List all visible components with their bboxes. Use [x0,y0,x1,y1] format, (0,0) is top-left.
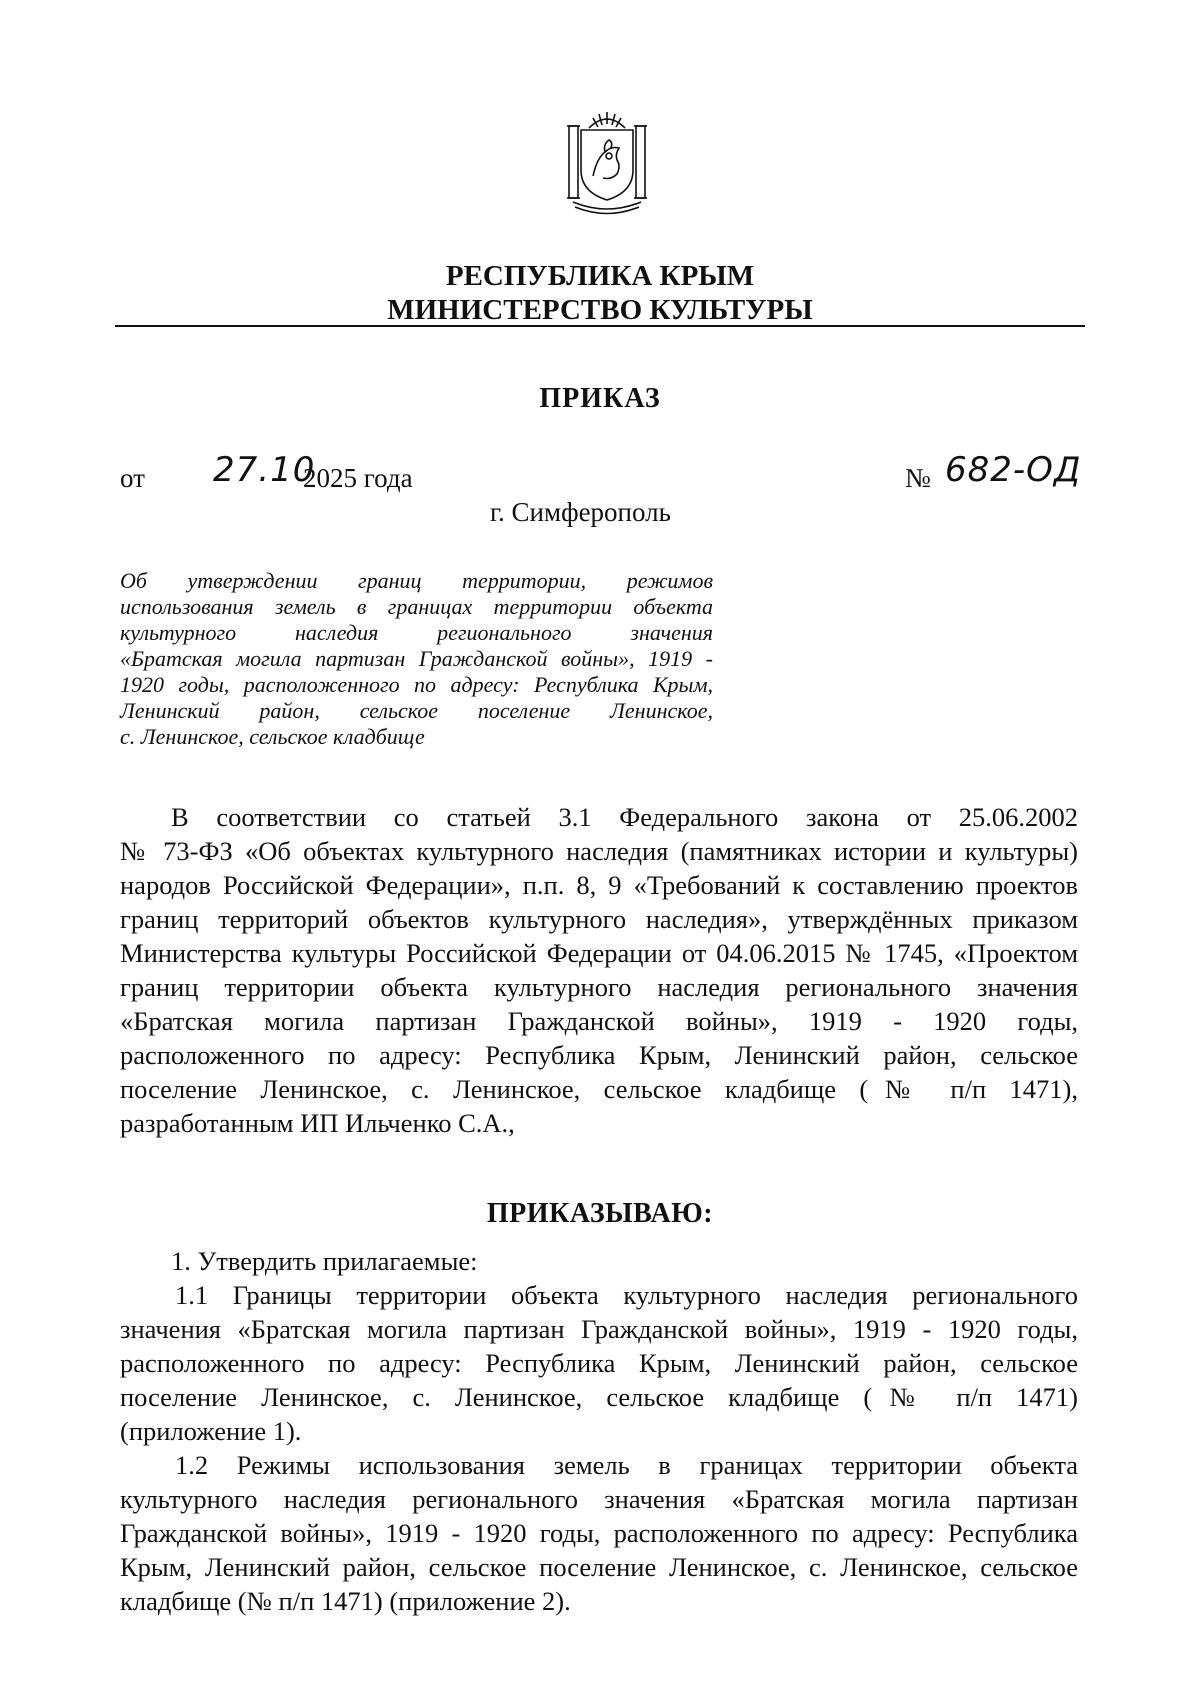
date-prefix: от [120,463,145,493]
preamble-line: поселение Ленинское, с. Ленинское, сельское кладбище (№ п/п 1471), [120,1074,1078,1104]
item-line: 1.1 Границы территории объекта культурного наследия регионального [175,1280,1078,1310]
item-line: Крым, Ленинский район, сельское поселение Ленинское, с. Ленинское, сельское [120,1552,1078,1582]
republic-title: РЕСПУБЛИКА КРЫМ [445,260,755,292]
preamble-line: В соответствии со статьей 3.1 Федерального закона от 25.06.2002 [171,802,1078,832]
handwritten-number: 682-ОД [945,450,1082,490]
preamble-line: границ территории объекта культурного наследия регионального значения [120,972,1078,1002]
preamble-line: Министерства культуры Российской Федерации от 04.06.2015 № 1745, «Проектом [120,938,1078,968]
subject-block [120,568,713,750]
order-heading: ПРИКАЗЫВАЮ: [486,1198,714,1229]
item-line: значения «Братская могила партизан Гражданской войны», 1919 - 1920 годы, [120,1314,1078,1344]
date-year: 2025 года [303,463,413,493]
subject-line: Ленинский район, сельское поселение Ленинское, [120,698,713,723]
item-line: 1.2 Режимы использования земель в границах территории объекта [175,1450,1078,1480]
preamble-line: границ территорий объектов культурного наследия», утверждённых приказом [120,904,1078,934]
subject-line: с. Ленинское, сельское кладбище [120,724,425,749]
item-line: (приложение 1). [120,1416,302,1446]
preamble-line: «Братская могила партизан Гражданской войны», 1919 - 1920 годы, [120,1006,1078,1036]
ministry-title: МИНИСТЕРСТВО КУЛЬТУРЫ [387,294,813,326]
handwritten-date: 27.10 [213,450,316,490]
preamble-line: № 73-ФЗ «Об объектах культурного наследия (памятниках истории и культуры) [120,836,1078,866]
number-prefix: № [905,463,931,493]
subject-line: Об утверждении границ территории, режимов [120,568,713,593]
preamble-line: народов Российской Федерации», п.п. 8, 9 «Требований к составлению проектов [120,870,1078,900]
subject-line: использования земель в границах территории объекта [120,594,713,619]
preamble-line: расположенного по адресу: Республика Крым, Ленинский район, сельское [120,1040,1078,1070]
order-items [120,1244,1078,1618]
item-line: культурного наследия регионального значения «Братская могила партизан [120,1484,1078,1514]
subject-line: культурного наследия регионального значения [120,620,713,645]
document-type: ПРИКАЗ [539,383,661,414]
item-line: поселение Ленинское, с. Ленинское, сельское кладбище (№ п/п 1471) [120,1382,1078,1412]
item-line: 1. Утвердить прилагаемые: [171,1246,478,1276]
header-divider [115,325,1085,327]
coat-of-arms-icon [563,108,651,218]
preamble-paragraph [120,800,1078,1140]
subject-line: 1920 годы, расположенного по адресу: Республика Крым, [120,672,713,697]
item-line: расположенного по адресу: Республика Крым, Ленинский район, сельское [120,1348,1078,1378]
item-line: кладбище (№ п/п 1471) (приложение 2). [120,1586,571,1616]
city: г. Симферополь [490,497,671,527]
subject-line: «Братская могила партизан Гражданской войны», 1919 - [120,646,713,671]
item-line: Гражданской войны», 1919 - 1920 годы, расположенного по адресу: Республика [120,1518,1078,1548]
preamble-line: разработанным ИП Ильченко С.А., [120,1108,515,1138]
